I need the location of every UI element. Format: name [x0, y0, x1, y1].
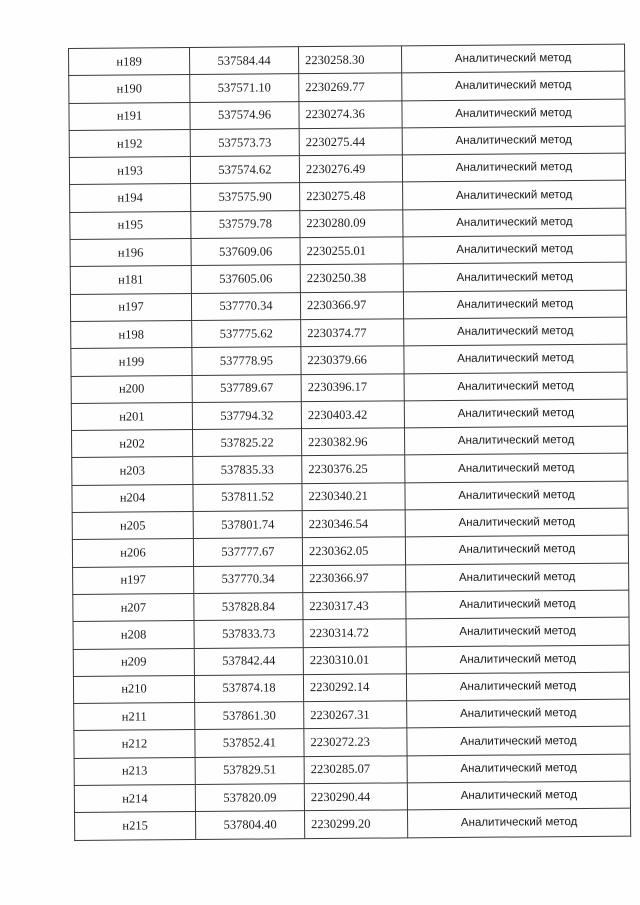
table-row: [72, 535, 628, 567]
x-coordinate-cell: 537770.34: [194, 565, 303, 593]
table-row: [70, 208, 626, 240]
x-coordinate-cell: 537833.73: [194, 620, 303, 648]
point-number-cell: н190: [69, 75, 190, 103]
x-coordinate-cell: 537573.73: [190, 129, 299, 157]
table-row: [71, 344, 627, 376]
method-cell: Аналитический метод: [407, 781, 630, 810]
method-cell: Аналитический метод: [407, 727, 630, 756]
x-coordinate-cell: 537584.44: [190, 47, 299, 75]
method-cell: Аналитический метод: [407, 699, 630, 728]
table-row: [75, 808, 631, 840]
y-coordinate-cell: 2230376.25: [302, 455, 405, 483]
y-coordinate-cell: 2230314.72: [303, 619, 406, 647]
method-cell: Аналитический метод: [406, 645, 629, 674]
method-cell: Аналитический метод: [403, 235, 626, 264]
y-coordinate-cell: 2230272.23: [304, 728, 407, 756]
point-number-cell: н212: [74, 730, 195, 758]
y-coordinate-cell: 2230275.44: [299, 128, 402, 156]
point-number-cell: н207: [73, 593, 194, 621]
point-number-cell: н202: [72, 430, 193, 458]
table-row: [70, 262, 626, 294]
x-coordinate-cell: 537770.34: [191, 292, 300, 320]
x-coordinate-cell: 537820.09: [195, 784, 304, 812]
point-number-cell: н211: [74, 703, 195, 731]
x-coordinate-cell: 537579.78: [191, 210, 300, 238]
point-number-cell: н215: [75, 812, 196, 840]
y-coordinate-cell: 2230285.07: [304, 756, 407, 784]
y-coordinate-cell: 2230269.77: [299, 73, 402, 101]
x-coordinate-cell: 537778.95: [192, 347, 301, 375]
y-coordinate-cell: 2230310.01: [303, 646, 406, 674]
method-cell: Аналитический метод: [402, 99, 625, 128]
point-number-cell: н206: [72, 539, 193, 567]
point-number-cell: н197: [73, 566, 194, 594]
y-coordinate-cell: 2230292.14: [303, 674, 406, 702]
point-number-cell: н198: [71, 321, 192, 349]
x-coordinate-cell: 537828.84: [194, 593, 303, 621]
y-coordinate-cell: 2230379.66: [301, 346, 404, 374]
y-coordinate-cell: 2230290.44: [304, 783, 407, 811]
y-coordinate-cell: 2230258.30: [298, 46, 401, 74]
x-coordinate-cell: 537574.96: [190, 101, 299, 129]
table-row: [70, 290, 626, 322]
x-coordinate-cell: 537825.22: [193, 429, 302, 457]
method-cell: Аналитический метод: [403, 290, 626, 319]
table-row: [72, 426, 628, 458]
point-number-cell: н204: [72, 484, 193, 512]
point-number-cell: н197: [70, 293, 191, 321]
method-cell: Аналитический метод: [404, 317, 627, 346]
y-coordinate-cell: 2230255.01: [300, 237, 403, 265]
table-row: [74, 727, 630, 759]
x-coordinate-cell: 537842.44: [194, 647, 303, 675]
x-coordinate-cell: 537777.67: [193, 538, 302, 566]
x-coordinate-cell: 537835.33: [193, 456, 302, 484]
point-number-cell: н189: [69, 48, 190, 76]
method-cell: Аналитический метод: [407, 808, 630, 837]
table-row: [72, 481, 628, 513]
table-row: [69, 44, 625, 76]
table-row: [74, 781, 630, 813]
point-number-cell: н203: [72, 457, 193, 485]
y-coordinate-cell: 2230362.05: [302, 537, 405, 565]
x-coordinate-cell: 537605.06: [191, 265, 300, 293]
method-cell: Аналитический метод: [405, 481, 628, 510]
table-row: [70, 181, 626, 213]
x-coordinate-cell: 537789.67: [192, 374, 301, 402]
x-coordinate-cell: 537571.10: [190, 74, 299, 102]
y-coordinate-cell: 2230366.97: [300, 292, 403, 320]
method-cell: Аналитический метод: [402, 71, 625, 100]
point-number-cell: н193: [69, 157, 190, 185]
method-cell: Аналитический метод: [406, 617, 629, 646]
method-cell: Аналитический метод: [405, 508, 628, 537]
x-coordinate-cell: 537852.41: [195, 729, 304, 757]
method-cell: Аналитический метод: [406, 563, 629, 592]
point-number-cell: н199: [71, 348, 192, 376]
table-row: [73, 563, 629, 595]
x-coordinate-cell: 537829.51: [195, 756, 304, 784]
table-row: [69, 126, 625, 158]
method-cell: Аналитический метод: [402, 126, 625, 155]
y-coordinate-cell: 2230276.49: [299, 155, 402, 183]
coordinates-table-body: [69, 44, 631, 840]
method-cell: Аналитический метод: [404, 344, 627, 373]
y-coordinate-cell: 2230396.17: [301, 373, 404, 401]
x-coordinate-cell: 537804.40: [196, 811, 305, 839]
y-coordinate-cell: 2230374.77: [301, 319, 404, 347]
point-number-cell: н201: [71, 402, 192, 430]
table-row: [71, 372, 627, 404]
table-row: [71, 317, 627, 349]
method-cell: Аналитический метод: [407, 754, 630, 783]
table-row: [71, 399, 627, 431]
y-coordinate-cell: 2230403.42: [301, 401, 404, 429]
table-row: [72, 508, 628, 540]
x-coordinate-cell: 537794.32: [192, 402, 301, 430]
method-cell: Аналитический метод: [406, 590, 629, 619]
table-row: [73, 645, 629, 677]
point-number-cell: н192: [69, 129, 190, 157]
x-coordinate-cell: 537801.74: [193, 511, 302, 539]
method-cell: Аналитический метод: [403, 262, 626, 291]
table-row: [73, 590, 629, 622]
table-row: [69, 99, 625, 131]
method-cell: Аналитический метод: [403, 181, 626, 210]
point-number-cell: н210: [73, 675, 194, 703]
point-number-cell: н209: [73, 648, 194, 676]
table-row: [70, 235, 626, 267]
point-number-cell: н194: [70, 184, 191, 212]
coordinates-table: [68, 44, 631, 841]
point-number-cell: н208: [73, 621, 194, 649]
table-row: [74, 754, 630, 786]
y-coordinate-cell: 2230267.31: [304, 701, 407, 729]
x-coordinate-cell: 537775.62: [192, 320, 301, 348]
x-coordinate-cell: 537811.52: [193, 483, 302, 511]
method-cell: Аналитический метод: [401, 44, 624, 73]
method-cell: Аналитический метод: [404, 426, 627, 455]
y-coordinate-cell: 2230340.21: [302, 483, 405, 511]
point-number-cell: н195: [70, 211, 191, 239]
table-row: [69, 71, 625, 103]
x-coordinate-cell: 537609.06: [191, 238, 300, 266]
method-cell: Аналитический метод: [405, 454, 628, 483]
y-coordinate-cell: 2230382.96: [301, 428, 404, 456]
x-coordinate-cell: 537861.30: [195, 702, 304, 730]
method-cell: Аналитический метод: [402, 153, 625, 182]
y-coordinate-cell: 2230317.43: [303, 592, 406, 620]
method-cell: Аналитический метод: [404, 399, 627, 428]
y-coordinate-cell: 2230366.97: [303, 565, 406, 593]
point-number-cell: н181: [70, 266, 191, 294]
y-coordinate-cell: 2230250.38: [300, 264, 403, 292]
x-coordinate-cell: 537574.62: [190, 156, 299, 184]
y-coordinate-cell: 2230346.54: [302, 510, 405, 538]
point-number-cell: н196: [70, 239, 191, 267]
y-coordinate-cell: 2230275.48: [300, 182, 403, 210]
table-row: [69, 153, 625, 185]
x-coordinate-cell: 537874.18: [194, 674, 303, 702]
method-cell: Аналитический метод: [406, 672, 629, 701]
method-cell: Аналитический метод: [403, 208, 626, 237]
point-number-cell: н205: [72, 512, 193, 540]
y-coordinate-cell: 2230299.20: [304, 810, 407, 838]
table-row: [72, 454, 628, 486]
x-coordinate-cell: 537575.90: [191, 183, 300, 211]
point-number-cell: н214: [74, 785, 195, 813]
method-cell: Аналитический метод: [405, 535, 628, 564]
y-coordinate-cell: 2230280.09: [300, 210, 403, 238]
point-number-cell: н213: [74, 757, 195, 785]
table-row: [73, 617, 629, 649]
table-row: [74, 699, 630, 731]
y-coordinate-cell: 2230274.36: [299, 100, 402, 128]
table-row: [73, 672, 629, 704]
point-number-cell: н200: [71, 375, 192, 403]
method-cell: Аналитический метод: [404, 372, 627, 401]
point-number-cell: н191: [69, 102, 190, 130]
